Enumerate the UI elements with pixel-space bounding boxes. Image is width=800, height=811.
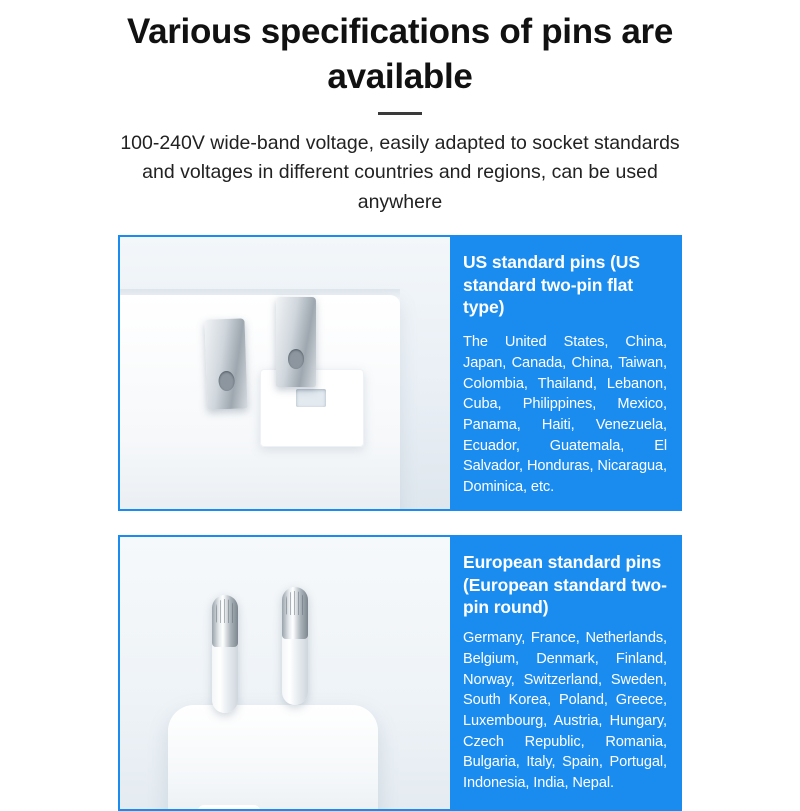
charger-body	[168, 705, 378, 809]
title-divider-wrap	[0, 112, 800, 115]
round-pin-right	[282, 587, 308, 705]
us-spec-countries: The United States, China, Japan, Canada, China, Taiwan, Colombia, Thailand, Lebanon, Cuba, Philippines, Mexico, Panama, Haiti, Venezuela, Ecuador, Guatemala, El Salvador, Honduras, Nicaragua, Dominica, etc.	[463, 334, 667, 496]
eu-spec-countries: Germany, France, Netherlands, Belgium, Denmark, Finland, Norway, Switzerland, Sweden, South Korea, Poland, Greece, Luxembourg, Austria, Hungary, Czech Republic, Romania, Bulgaria, Italy, Spain, Portugal, Indonesia, India, Nepal.	[463, 630, 667, 792]
eu-plug-photo	[120, 537, 450, 809]
page-header	[0, 0, 800, 217]
us-spec-panel	[450, 237, 680, 509]
eu-spec-panel	[450, 537, 680, 809]
round-pin-tip	[282, 587, 308, 639]
round-pin-left	[212, 595, 238, 713]
spec-card-us	[118, 235, 682, 511]
page-subtitle: 100-240V wide-band voltage, easily adapted to socket standards and voltages in different countries and regions, can be used anywhere	[120, 131, 680, 213]
us-plug-photo	[120, 237, 450, 509]
title-divider	[378, 112, 422, 115]
spec-card-eu	[118, 535, 682, 811]
round-pin-tip	[212, 595, 238, 647]
charger-notch	[198, 805, 260, 809]
charger-slot-hole	[296, 389, 326, 407]
page-title: Various specifications of pins are available	[126, 12, 674, 96]
eu-spec-heading: European standard pins (European standard two-pin round)	[463, 552, 667, 617]
flat-pin-left	[204, 319, 247, 410]
spec-card-list	[0, 235, 800, 811]
flat-pin-right	[276, 297, 316, 387]
us-spec-heading: US standard pins (US standard two-pin flat type)	[463, 252, 640, 317]
